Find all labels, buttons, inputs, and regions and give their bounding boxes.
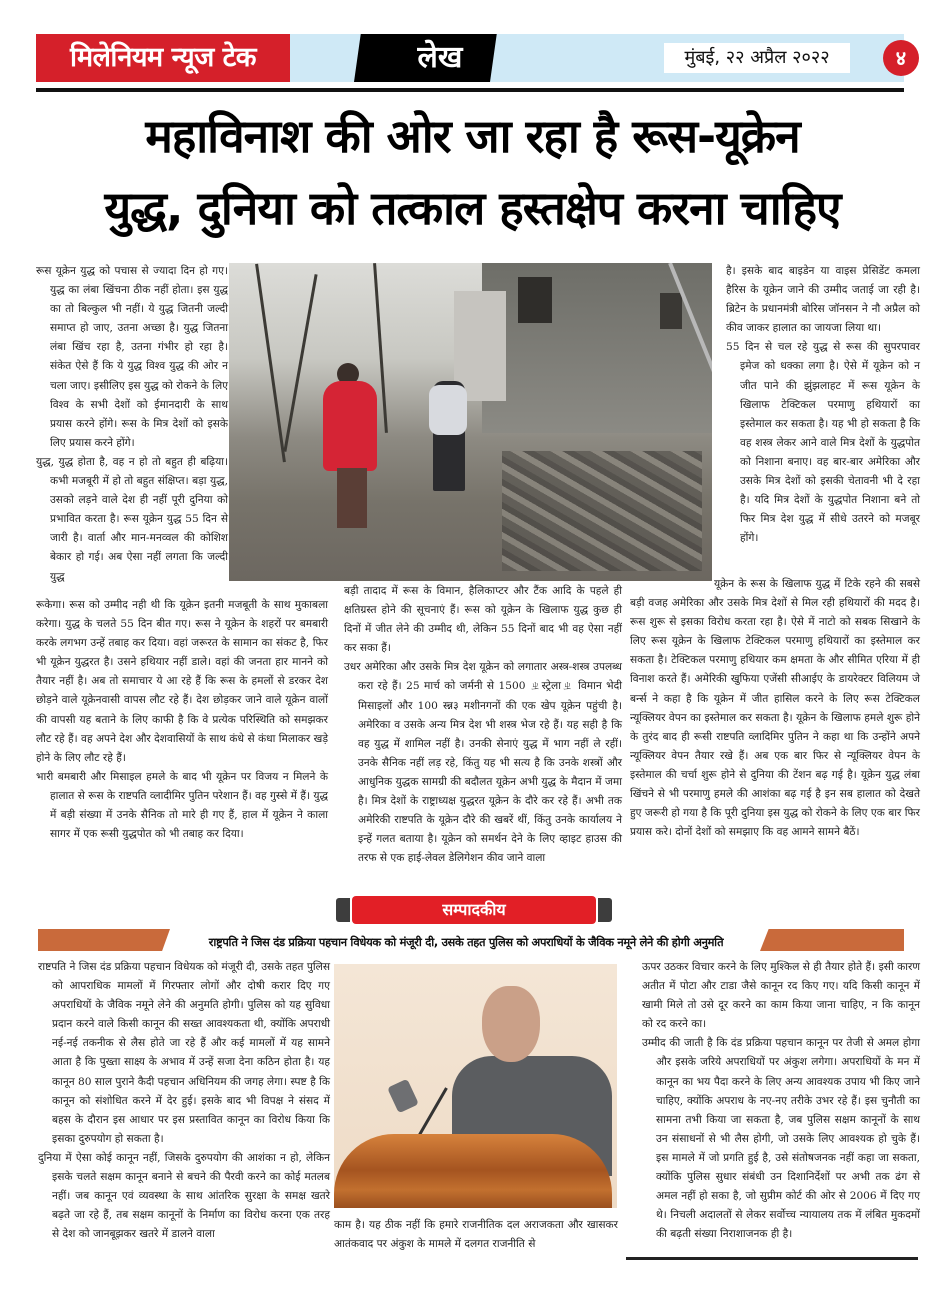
article-column-3 [712,262,920,548]
editorial-column-2 [334,1216,618,1254]
person-jacket [429,385,467,435]
editorial-column-3 [628,958,920,1244]
paragraph: है। इसके बाद बाइडेन या वाइस प्रेसिडेंट कमला हैरिस के यूक्रेन जाने की उम्मीद जताई जा रही है। ब्रिटेन के प्रधानमंत्री बोरिस जॉनसन ने नौ अप्रैल को कीव जाकर हालात का जायजा लिया था। [726,265,920,335]
paragraph: उम्मीद की जाती है कि दंड प्रक्रिया पहचान कानून पर तेजी से अमल होगा और इसके जरिये अपराधियों पर अंकुश लगेगा। अपराधियों के मन में कानून का भय पैदा करने के लिए अन्य आवश्यक उपाय भी किए जाने चाहिए, क्योंकि अपराध के नए-नए तरीके उभर रहे हैं। इस चुनौती का सामना तभी किया जा सकता है, जब पुलिस सक्षम कानूनों के साथ उन संसाधनों से भी लैस होगी, जो उसके लिए आवश्यक हो चुके हैं। इस मामले में जो प्रगति हुई है, उसे संतोषजनक नहीं कहा जा सकता, क्योंकि पुलिस सुधार संबंधी उन दिशानिर्देशों पर अभी तक ढंग से अमल नहीं हो सका है, जो सुप्रीम कोर्ट की ओर से 2006 में दिए गए थे। निचली अदालतों से लेकर सर्वोच्च न्यायालय तक में लंबित मुकदमों की बढ़ती संख्या निराशाजनक ही है। [642,1037,920,1241]
newspaper-brand: मिलेनियम न्यूज टेक [36,34,290,82]
rubble [502,451,702,571]
paragraph: राष्टपति ने जिस दंड प्रक्रिया पहचान विधेयक को मंजूरी दी, उसके तहत पुलिस को आपराधिक मामलों में गिरफ्तार लोगों और दोषी करार दिए गए अपराधियों के जैविक नमूने लेने की अनुमति होगी। पुलिस को यह सुविधा प्रदान करने वाले किसी कानून की सख्त आवश्यकता थी, क्योंकि अपराधी नई-नई तकनीक से लैस होते जा रहे हैं और कई मामलों में यह सामने आता है कि पुख्ता साक्ष्य के अभाव में उन्हें सजा देना कठिन होता है। यह कानून 80 साल पुराने कैदी पहचान अधिनियम की जगह लेगा। स्पष्ट है कि कानून को संशोधित करने में देर हुई। इसके बाद भी विपक्ष ने संसद में बहस के दौरान इस आधार पर इस प्रस्तावित कानून का विरोध किया कि इसका दुरुपयोग हो सकता है। [38,961,330,1145]
paragraph: रूकेगा। रूस को उम्मीद नही थी कि यूक्रेन इतनी मजबूती के साथ मुकाबला करेगा। युद्ध के चलते 55 दिन बीत गए। रूस ने यूक्रेन के शहरों पर बमबारी करके लगभग उन्हें तबाह कर दिया। वहां जरूरत के सामान का संकट है, फिर भी यूक्रेन युद्धरत है। उसने हथियार नहीं डाले। वहां की जनता हार मानने को तैयार नहीं है। अब तो समाचार ये आ रहे हैं कि रूस के हमलों से डरकर देश छोड़ने वाले यूक्रेनवासी वापस लौट रहे हैं। देश छोड़कर जाने वाले यूक्रेन वालों की वापसी यह बताने के लिए काफी है कि वे प्रत्येक परिस्थिति को समझकर लौट रहे हैं। वह अपने देश और देशवासियों के साथ कंधे से कंधा मिलाकर खड़े होने के लिए लौट रहे हैं। [36,599,328,764]
masthead-divider [36,88,904,92]
paragraph: बड़ी तादाद में रूस के विमान, हैलिकाप्टर और टैंक आदि के पहले ही क्षतिग्रस्त होने की सूचनाएं हैं। रूस को यूक्रेन के खिलाफ युद्ध कुछ ही दिनों में जीत लेने की उम्मीद थी, लेकिन 55 दिनों बाद भी वह ऐसा नहीं कर सका हैं। [344,585,622,655]
masthead [36,34,907,82]
editorial-column-1 [24,958,330,1244]
editorial-end-rule [626,1257,918,1260]
section-label: लेख [417,40,463,75]
paragraph: 55 दिन से चल रहे युद्ध से रूस की सुपरपावर इमेज को धक्का लगा है। ऐसे में यूक्रेन को न जीत पाने की झुंझलाहट में रूस यूक्रेन के खिलाफ टेक्टिकल परमाणु हथियारों का इस्तेमाल कर सकता है। यह भी हो सकता है कि वह शस्त्र लेकर आने वाले मित्र देशों के युद्धपोत को निशाना बनाए। वह बार-बार अमेरिका और उसके मित्र देशों को इसकी चेतावनी भी दे रहा है। यदि मित्र देशों के युद्धपोत निशाना बने तो फिर मित्र देश युद्ध में सीधे उतरने को मजबूर होंगे। [726,341,920,545]
banner-cap-left [336,898,350,922]
person-red-coat [323,381,377,471]
bare-tree [255,264,286,462]
broken-window [660,293,682,329]
person-legs [337,468,367,528]
editorial-headline: राष्ट्रपति ने जिस दंड प्रक्रिया पहचान विधेयक को मंजूरी दी, उसके तहत पुलिस को अपराधियों के जैविक नमूने लेने की होगी अनुमति [208,935,724,949]
article-column-1-continued [22,596,328,844]
headline-line-1: महाविनाश की ओर जा रहा है रूस-यूक्रेन [145,109,800,163]
podium-lamp [387,1079,419,1114]
editorial-label-banner [336,896,612,924]
paragraph: ऊपर उठकर विचार करने के लिए मुश्किल से ही तैयार होते हैं। इसी कारण अतीत में पोटा और टाडा जैसे कानून रद किए गए। यदि किसी कानून में खामी मिले तो उसे दूर करने का काम किया जाना चाहिए, न कि कानून को रद करने का। [642,961,920,1031]
wooden-podium [334,1134,612,1208]
headline-line-2: युद्ध, दुनिया को तत्काल हस्तक्षेप करना चाहिए [104,181,841,235]
headline-band-right [760,929,904,951]
banner-cap-right [598,898,612,922]
paragraph: रूस यूक्रेन युद्ध को पचास से ज्यादा दिन हो गए। युद्ध का लंबा खिंचना ठीक नहीं होता। इस युद्ध का तो बिल्कुल भी नहीं। ये युद्ध जितनी जल्दी समाप्त हो जाए, उतना अच्छा है। युद्ध जितना लंबा खिंच रहा है, उतना गंभीर हो रहा है। संकेत ऐसे हैं कि ये युद्ध विश्व युद्ध की ओर न चला जाए। इसीलिए इस युद्ध को रोकने के लिए विश्व के सभी देशों को ईमानदारी के साथ प्रयास करने होंगे। रूस के मित्र देशों को इसके लिए प्रयास करने होंगे। [36,265,228,449]
article-column-2 [330,582,622,868]
microphone [415,1087,448,1140]
page-number-badge: ४ [883,40,919,76]
paragraph: भारी बमबारी और मिसाइल हमले के बाद भी यूक्रेन पर विजय न मिलने के हालात से रूस के राष्टपति व्लादीमिर पुतिन परेशान हैं। वह गुस्से में हैं। युद्ध में बड़ी संख्या में उनके सैनिक तो मारे ही गए हैं, हाल में यूक्रेन ने काला सागर में एक रूसी युद्धपोत को भी तबाह कर दिया। [36,770,329,841]
broken-window [518,277,552,323]
dateline: मुंबई, २२ अप्रैल २०२२ [664,43,850,73]
paragraph: युद्ध, युद्ध होता है, वह न हो तो बहुत ही बढ़िया। कभी मजबूरी में हो तो बहुत संक्षिप्त। बड़ा युद्ध, उसको लड़ने वाले देश ही नहीं पूरी दुनिया को प्रभावित करता है। रूस यूक्रेन युद्ध 55 दिन से जारी है। वार्ता और मान-मनव्वल की कोशिश बेकार हो गई। अब ऐसा नहीं लगता कि जल्दी युद्ध [36,455,228,583]
paragraph: दुनिया में ऐसा कोई कानून नहीं, जिसके दुरुपयोग की आशंका न हो, लेकिन इसके चलते सक्षम कानून बनाने से बचने की पैरवी करने का कोई मतलब नहीं। जब कानून एवं व्यवस्था के साथ आंतरिक सुरक्षा के समक्ष खतरे बढ़ते जा रहे हैं, तब सक्षम कानूनों के निर्माण का विरोध करना एक तरह से देश को जानबूझकर खतरे में डालने वाला [38,1151,330,1241]
bare-tree [283,274,317,452]
article-column-3-continued [630,575,920,842]
editorial-label: सम्पादकीय [352,896,596,924]
article-headline [20,100,925,244]
paragraph: काम है। यह ठीक नहीं कि हमारे राजनीतिक दल अराजकता और खासकर आतंकवाद पर अंकुश के मामले में दलगत राजनीति से [334,1219,618,1251]
paragraph: यूक्रेन के रूस के खिलाफ युद्ध में टिके रहने की सबसे बड़ी वजह अमेरिका और उसके मित्र देशों से मिल रही हथियारों की मदद है। रूस शुरू से इसका विरोध करता रहा है। ऐसे में नाटो को सबक सिखाने के लिए रूस यूक्रेन के खिलाफ टेक्टिकल परमाणु हथियारों का इस्तेमाल कर सकता है। टेक्टिकल परमाणु हथियार कम क्षमता के और सीमित एरिया में ही विनाश करते हैं। अमेरिकी खुफिया एजेंसी सीआईए के डायरेक्टर विलियम जे बर्न्स ने कहा है कि यूक्रेन में जीत हासिल करने के लिए रूस टेक्टिकल न्यूक्लियर वेपन का इस्तेमाल कर सकता है। यूक्रेन के खिलाफ हमले शुरू होने के तुरंद बाद ही रूसी राष्टपति व्लादिमिर पुतिन ने कहा था कि उन्होंने अपने न्यूक्लियर वेपन तैयार रखे हैं। अब एक बार फिर से न्यूक्लियर वेपन के इस्तेमाल की चर्चा शुरू होने से दुनिया की टेंशन बढ़ गई है। यूक्रेन युद्ध लंबा खिंचने से भी परमाणु हमले की आशंका बढ़ गई है इन सब हालात को देखते हुए जरूरी हो गया है कि पूरी दुनिया इस युद्ध को रोकने के लिए एक बार फिर प्रयास करे। दोनों देशों को समझाए कि वह आमने सामने बैठें। [630,578,920,839]
article-column-1 [22,262,228,587]
paragraph: उधर अमेरिका और उसके मित्र देश यूक्रेन को लगातार अस्त्र-शस्त्र उपलब्ध करा रहे हैं। 25 मार्च को जर्मनी से 1500 ㄓस्ट्रेलाㄓ विमान भेदी मिसाइलों और 100 स्न्न३ मशीनगनों की एक खेप यूक्रेन पहुंची है। अमेरिका व उसके अन्य मित्र देश भी शस्त्र भेज रहे हैं। यह सही है कि वह युद्ध में शामिल नहीं है। उनकी सेनाएं युद्ध में भाग नहीं ले रहीं। उनके सैनिक नहीं लड़ रहे, किंतु यह भी सत्य है कि उनके शस्त्रों और आधुनिक युद्धक सामग्री की बदौलत यूक्रेन अभी युद्ध के मैदान में जमा है। मित्र देशों के राष्ट्राध्यक्ष युद्धरत यूक्रेन के दौरे कर रहे हैं। अभी तक अमेरिकी राष्टपति के यूक्रेन दौरे की खबरें थीं, किंतु उनके कार्यालय ने इन्हें गलत बताया है। यूक्रेन को समर्थन देने के लिए व्हाइट हाउस की तरफ से एक हाई-लेवल डेलिगेशन कीव जाने वाला [344,661,622,865]
speaker-head [482,986,540,1062]
president-speech-photo [334,964,617,1208]
headline-band-left [38,929,170,951]
war-damage-photo [229,263,712,581]
